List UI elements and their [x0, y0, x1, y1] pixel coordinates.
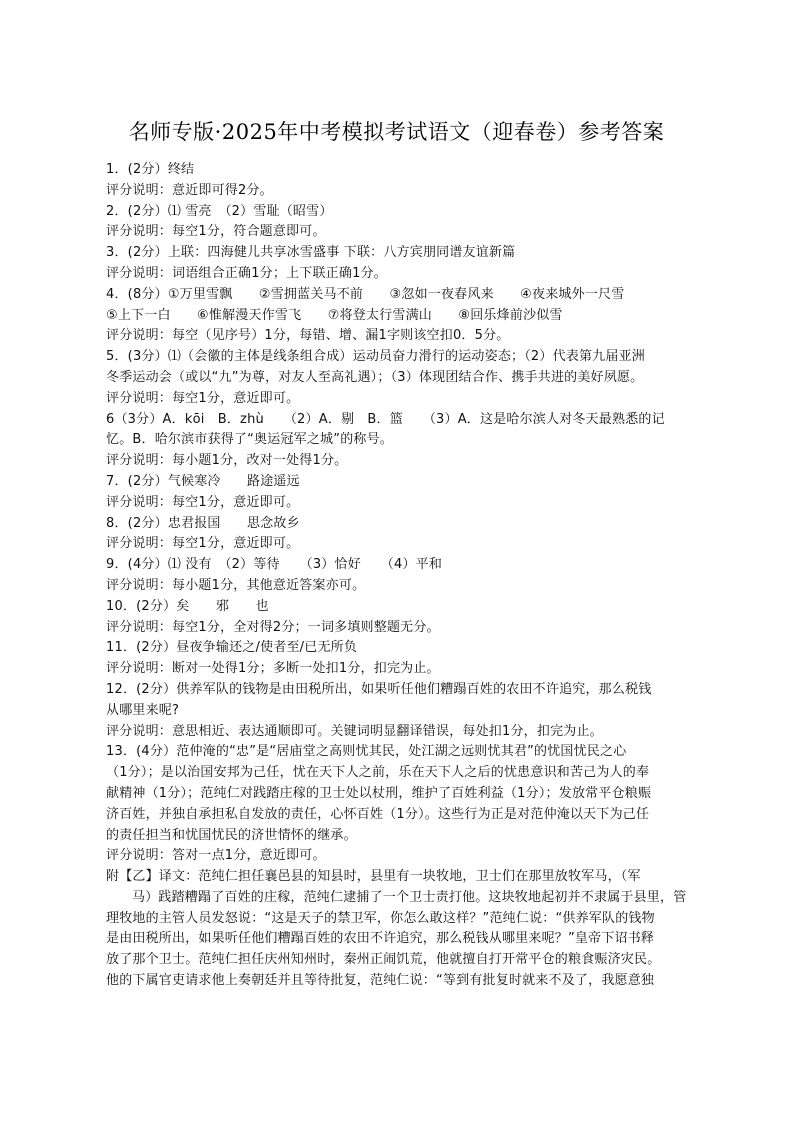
document-title: 名师专版·2025年中考模拟考试语文（迎春卷）参考答案	[128, 120, 665, 144]
text-line: 13．(4分）范仲淹的“忠”是“居庙堂之高则忧其民，处江湖之远则忧其君”的忧国忧民之心	[106, 744, 627, 760]
text-line: 2．(2分）⑴ 雪亮 （2）雪耻（昭雪）	[106, 203, 333, 219]
answer-body	[106, 160, 696, 992]
text-line: 12．(2分）供养军队的钱物是由田税所出，如果听任他们糟蹋百姓的农田不许追究，那么税钱	[106, 681, 652, 697]
text-line: 的责任担当和忧国忧民的济世情怀的继承。	[106, 827, 357, 843]
text-line: 放了那个卫士。范纯仁担任庆州知州时，秦州正闹饥荒，他就擅自打开常平仓的粮食赈济灾民。	[106, 952, 661, 968]
text-line: 是由田税所出，如果听任他们糟蹋百姓的农田不许追究，那么税钱从哪里来呢？”皇帝下诏书释	[106, 931, 655, 947]
text-line: 评分说明：每空1分，全对得2分；一词多填则整题无分。	[106, 619, 440, 635]
text-line: 评分说明：每空1分，意近即可。	[106, 390, 300, 406]
text-line: 评分说明：答对一点1分，意近即可。	[106, 848, 326, 864]
text-line: 4．(8分）①万里雪飘 ②雪拥蓝关马不前 ③忽如一夜春风来 ④夜来城外一尺雪	[106, 286, 625, 302]
text-line: 评分说明：每小题1分，改对一处得1分。	[106, 453, 348, 469]
text-line: 评分说明：每空1分，意近即可。	[106, 494, 300, 510]
text-line: 1．(2分）终结	[106, 162, 195, 177]
text-line: 他的下属官吏请求他上奏朝廷并且等待批复，范纯仁说：“等到有批复时就来不及了，我愿意独	[106, 973, 655, 989]
text-line: 3．(2分）上联：四海健儿共享冰雪盛事 下联：八方宾朋同谱友谊新篇	[106, 245, 516, 261]
text-line: 6（3分）A．kōi B．zhù （2）A．剔 B．篮 （3）A．这是哈尔滨人对冬天最熟悉的记	[106, 411, 665, 427]
text-line: 冬季运动会（或以“九”为尊，对友人至高礼遇）；（3）体现团结合作、携手共进的美好夙愿。	[106, 369, 644, 385]
text-line: 从哪里来呢?	[106, 702, 180, 718]
text-line: 8．(2分）忠君报国 思念故乡	[106, 515, 300, 531]
text-line: 7．(2分）气候寒冷 路途遥远	[106, 473, 300, 489]
text-line: 理牧地的主管人员发怒说：“这是天子的禁卫军，你怎么敢这样？”范纯仁说：“供养军队的钱物	[106, 910, 655, 926]
text-line: 忆。B．哈尔滨市获得了“奥运冠军之城”的称号。	[106, 432, 393, 448]
text-line: 11．(2分）昼夜争输还之/使者至/已无所负	[106, 640, 358, 656]
text-line: 评分说明：每空1分，符合题意即可。	[106, 224, 326, 240]
text-line: （1分）；是以治国安邦为己任，忧在天下人之前，乐在天下人之后的忧患意识和苦己为人的奉	[106, 765, 650, 781]
text-line: 献精神（1分）；范纯仁对践踏庄稼的卫士处以杖刑，维护了百姓利益（1分）；发放常平仓粮赈	[106, 785, 652, 801]
text-line: 5．(3分）⑴（会徽的主体是线条组合成）运动员奋力滑行的运动姿态；（2）代表第九届亚洲	[106, 349, 645, 365]
text-line: 评分说明：每空（见序号）1分，每错、增、漏1字则该空扣0．5分。	[106, 328, 510, 344]
text-line: 济百姓，并独自承担私自发放的责任，心怀百姓（1分）。这些行为正是对范仲淹以天下为己任	[106, 806, 650, 822]
text-line: 10．(2分）矣 邪 也	[106, 598, 269, 614]
text-line: 评分说明：每小题1分，其他意近答案亦可。	[106, 577, 366, 593]
text-line: 附【乙】译文：范纯仁担任襄邑县的知县时，县里有一块牧地，卫士们在那里放牧军马，（军	[106, 869, 641, 885]
text-line: ⑤上下一白 ⑥惟解漫天作雪飞 ⑦将登太行雪满山 ⑧回乐烽前沙似雪	[106, 307, 563, 323]
text-line: 评分说明：词语组合正确1分；上下联正确1分。	[106, 265, 387, 281]
text-line: 9．(4分）⑴ 没有 （2）等待 （3）恰好 （4）平和	[106, 557, 443, 573]
text-line: 马）践踏糟蹋了百姓的庄稼，范纯仁逮捕了一个卫士责打他。这块牧地起初并不隶属于县里，管	[132, 889, 687, 905]
text-line: 评分说明：意思相近、表达通顺即可。关键词明显翻译错误，每处扣1分，扣完为止。	[106, 723, 603, 739]
text-line: 评分说明：每空1分，意近即可。	[106, 536, 300, 552]
text-line: 评分说明：意近即可得2分。	[106, 182, 273, 198]
text-line: 评分说明：断对一处得1分；多断一处扣1分，扣完为止。	[106, 661, 440, 677]
